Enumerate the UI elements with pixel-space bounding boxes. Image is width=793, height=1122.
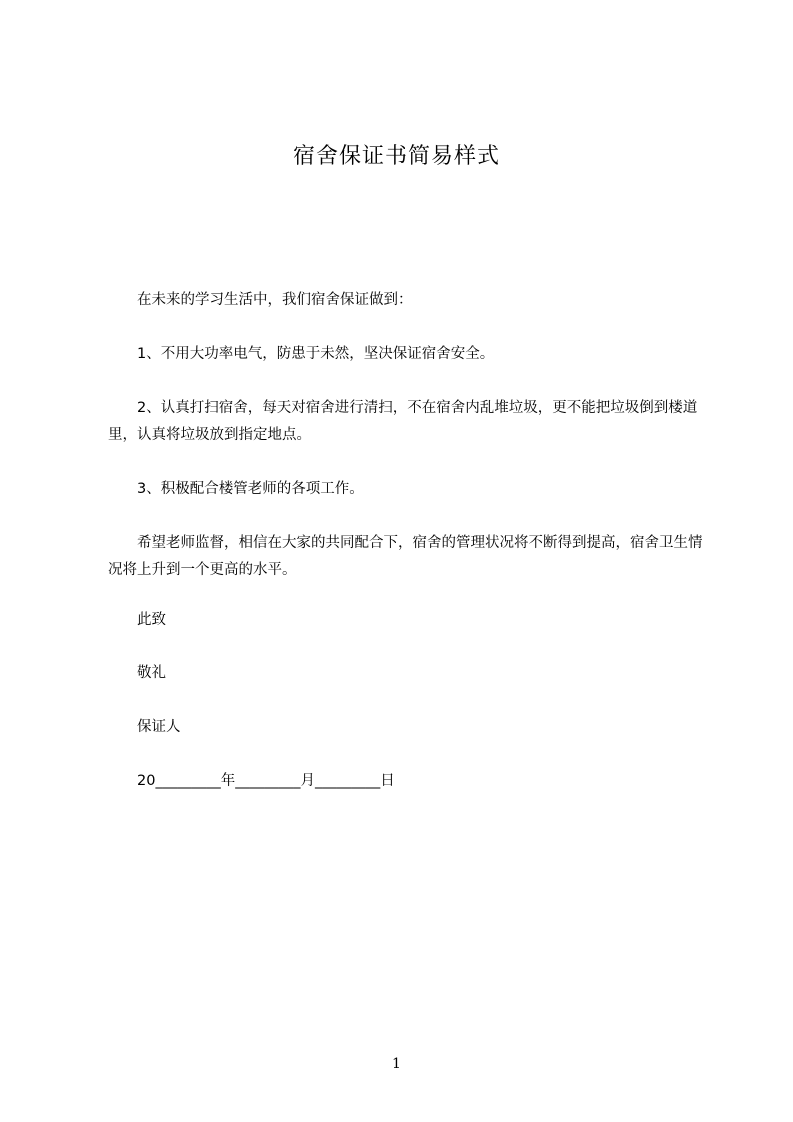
closing-regards: 敬礼 xyxy=(137,665,166,681)
page-number: 1 xyxy=(392,1056,401,1072)
date-line: 20_________年_________月_________日 xyxy=(137,773,395,789)
guarantor-label: 保证人 xyxy=(137,719,181,735)
pledge-item-3: 3、积极配合楼管老师的各项工作。 xyxy=(137,481,364,497)
pledge-item-2: 2、认真打扫宿舍，每天对宿舍进行清扫，不在宿舍内乱堆垃圾，更不能把垃圾倒到楼道里，认真将垃圾放到指定地点。 xyxy=(108,400,698,443)
document-title: 宿舍保证书简易样式 xyxy=(292,144,500,169)
hope-paragraph: 希望老师监督，相信在大家的共同配合下，宿舍的管理状况将不断得到提高，宿舍卫生情况将上升到一个更高的水平。 xyxy=(108,535,703,578)
intro-paragraph: 在未来的学习生活中，我们宿舍保证做到： xyxy=(137,292,413,308)
closing-salutation: 此致 xyxy=(137,612,166,628)
pledge-item-1: 1、不用大功率电气，防患于未然，坚决保证宿舍安全。 xyxy=(137,346,495,362)
